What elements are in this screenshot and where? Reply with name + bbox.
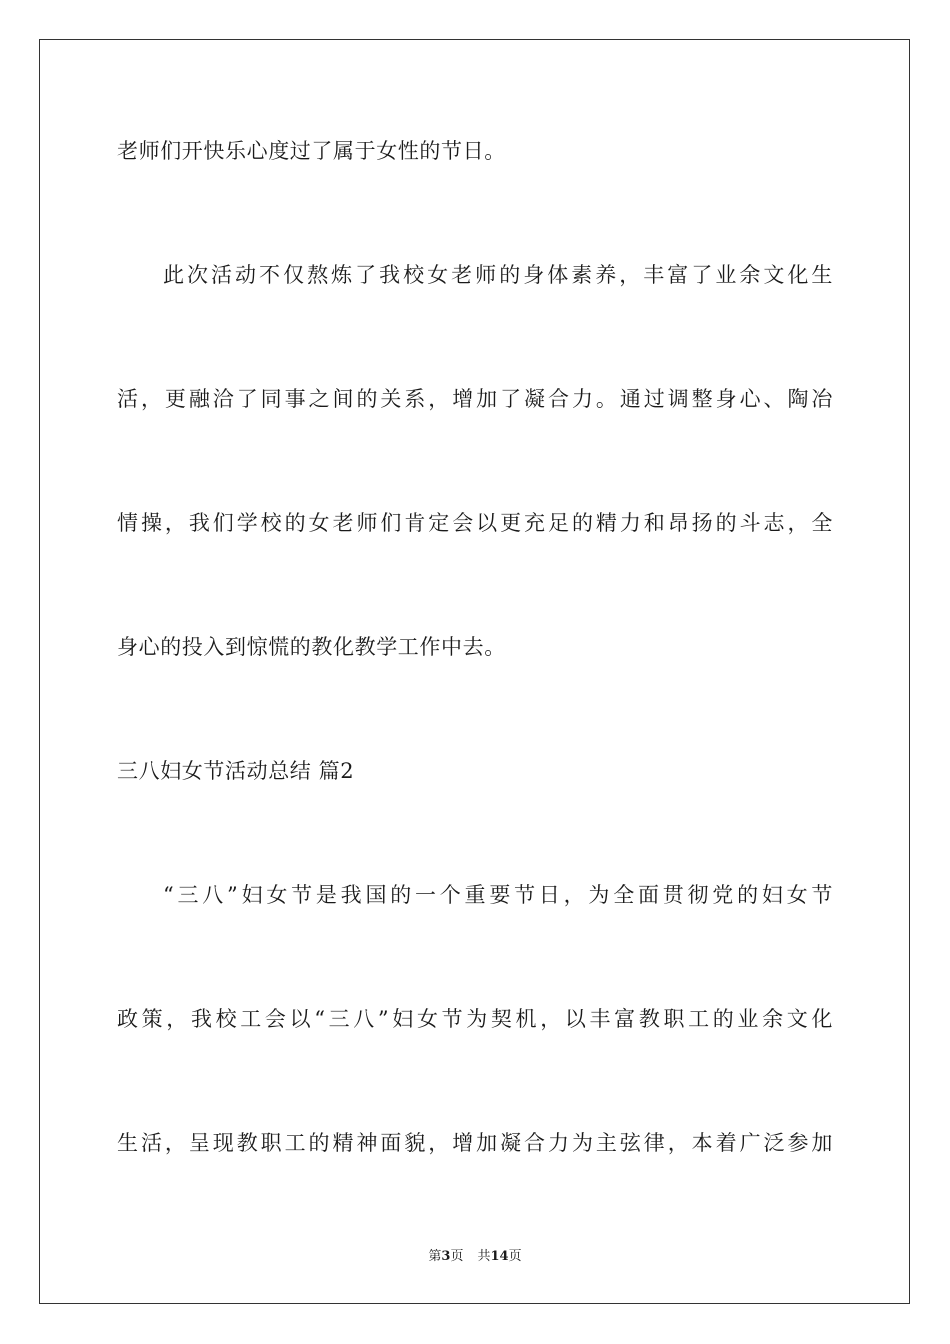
footer-total-suffix: 页	[508, 1249, 522, 1264]
paragraph-line-3: 活，更融洽了同事之间的关系，增加了凝合力。通过调整身心、陶冶	[117, 387, 833, 411]
paragraph-line-1: 老师们开快乐心度过了属于女性的节日。	[117, 139, 506, 163]
paragraph-line-2: 此次活动不仅熬炼了我校女老师的身体素养，丰富了业余文化生	[163, 263, 833, 287]
paragraph-line-6: “三八”妇女节是我国的一个重要节日，为全面贯彻党的妇女节	[163, 883, 833, 907]
paragraph-line-5: 身心的投入到惊慌的教化教学工作中去。	[117, 635, 506, 659]
page-border	[39, 39, 910, 1304]
footer-page-current: 3	[441, 1249, 451, 1264]
paragraph-line-7: 政策，我校工会以“三八”妇女节为契机，以丰富教职工的业余文化	[117, 1007, 833, 1031]
footer-page-total: 14	[490, 1249, 509, 1264]
section-heading: 三八妇女节活动总结 篇2	[117, 759, 355, 783]
paragraph-line-8: 生活，呈现教职工的精神面貌，增加凝合力为主弦律，本着广泛参加	[117, 1131, 833, 1155]
footer-page-prefix: 第	[428, 1249, 442, 1264]
paragraph-line-4: 情操，我们学校的女老师们肯定会以更充足的精力和昂扬的斗志，全	[117, 511, 833, 535]
page-footer	[0, 1248, 950, 1266]
footer-total-prefix: 共	[477, 1249, 491, 1264]
footer-page-suffix: 页	[450, 1249, 464, 1264]
